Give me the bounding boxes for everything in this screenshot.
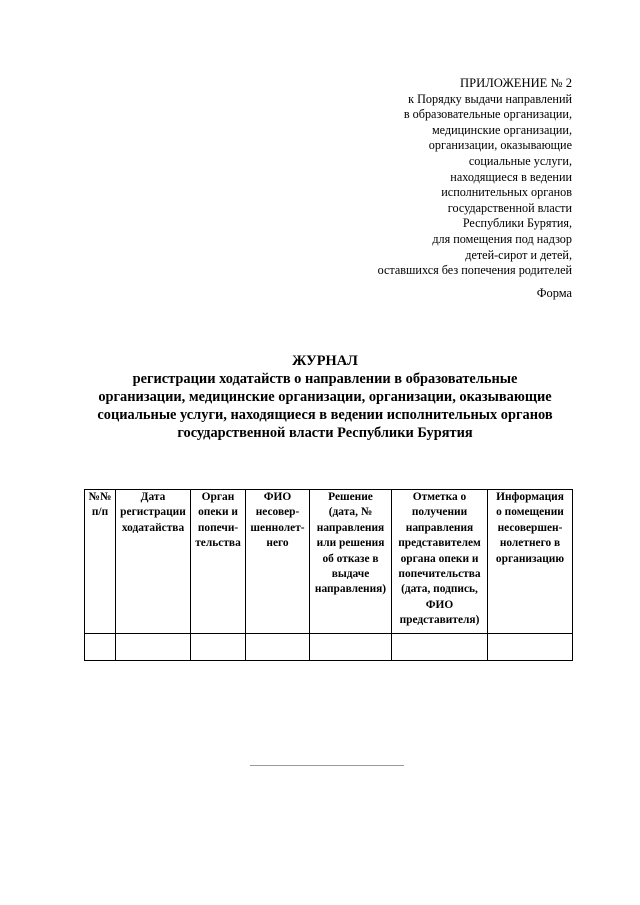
table-cell bbox=[116, 634, 191, 661]
appendix-line: государственной власти bbox=[447, 200, 572, 215]
appendix-line: исполнительных органов bbox=[441, 185, 572, 200]
column-header-number: №№ п/п bbox=[85, 490, 116, 634]
journal-subtitle-line: организации, медицинские организации, организации, оказывающие bbox=[98, 389, 552, 405]
table-cell bbox=[488, 634, 573, 661]
registration-journal-table bbox=[84, 489, 573, 661]
appendix-line: для помещения под надзор bbox=[432, 231, 572, 246]
column-header-guardianship-body: Орган опеки и попечи- тельства bbox=[191, 490, 246, 634]
appendix-block bbox=[252, 76, 572, 279]
journal-subtitle-line: государственной власти Республики Бурятия bbox=[177, 425, 473, 441]
column-header-registration-date: Дата регистрации ходатайства bbox=[116, 490, 191, 634]
appendix-line: организации, оказывающие bbox=[428, 138, 572, 153]
appendix-line: к Порядку выдачи направлений bbox=[408, 91, 572, 106]
appendix-line: социальные услуги, bbox=[468, 153, 572, 168]
appendix-line: детей-сирот и детей, bbox=[465, 247, 572, 262]
appendix-line: находящиеся в ведении bbox=[450, 169, 572, 184]
appendix-line: в образовательные организации, bbox=[403, 107, 572, 122]
appendix-title: ПРИЛОЖЕНИЕ № 2 bbox=[460, 76, 572, 90]
table-cell bbox=[392, 634, 488, 661]
journal-title-block bbox=[70, 352, 580, 442]
table-cell bbox=[310, 634, 392, 661]
table-cell bbox=[246, 634, 310, 661]
appendix-line: Республики Бурятия, bbox=[462, 216, 572, 231]
table-cell bbox=[85, 634, 116, 661]
form-label: Форма bbox=[536, 286, 572, 300]
journal-heading: ЖУРНАЛ bbox=[292, 353, 358, 369]
column-header-placement-info: Информация о помещении несовершен- нолетнего в организацию bbox=[488, 490, 573, 634]
footer-divider bbox=[250, 765, 404, 766]
journal-subtitle-line: регистрации ходатайств о направлении в образовательные bbox=[132, 371, 518, 387]
journal-subtitle-line: социальные услуги, находящиеся в ведении исполнительных органов bbox=[97, 407, 553, 423]
table-header-row bbox=[85, 490, 573, 634]
column-header-decision: Решение (дата, № направления или решения об отказе в выдаче направления) bbox=[310, 490, 392, 634]
column-header-minor-name: ФИО несовер- шеннолет- него bbox=[246, 490, 310, 634]
table-row bbox=[85, 634, 573, 661]
column-header-receipt-mark: Отметка о получении направления представителем органа опеки и попечительства (дата, подпись, ФИО представителя) bbox=[392, 490, 488, 634]
table-cell bbox=[191, 634, 246, 661]
appendix-line: медицинские организации, bbox=[431, 122, 572, 137]
appendix-line: оставшихся без попечения родителей bbox=[377, 263, 572, 278]
